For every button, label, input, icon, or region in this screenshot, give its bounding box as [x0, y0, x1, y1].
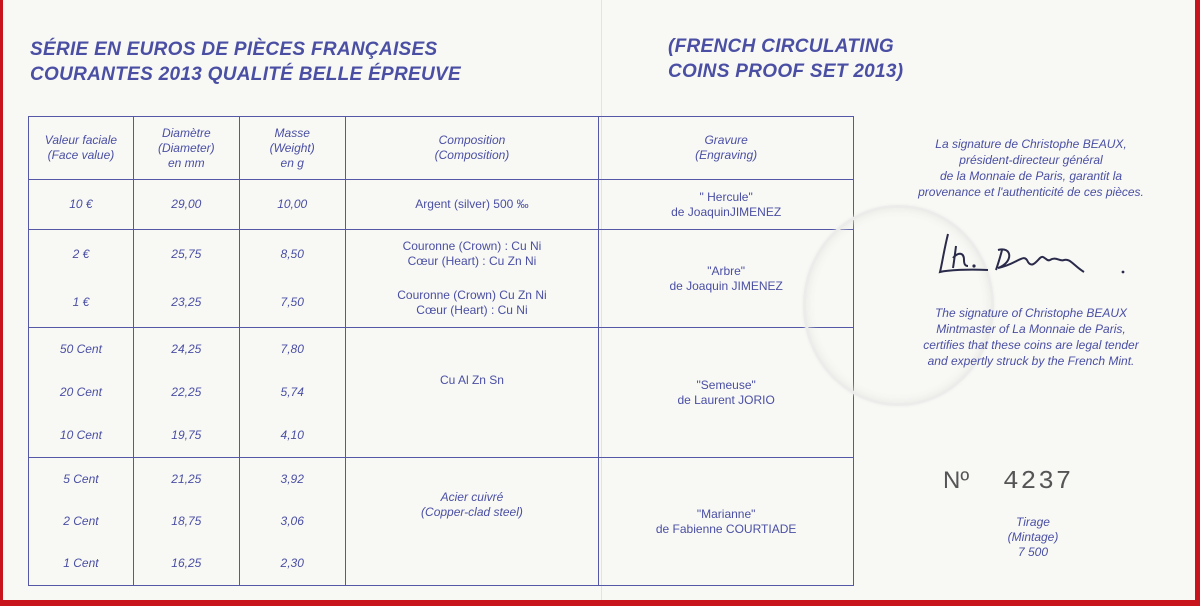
diameter-cell: 21,25 18,75 16,25 [133, 458, 239, 586]
composition-cell: Argent (silver) 500 ‰ [345, 180, 599, 230]
header-weight: Masse (Weight) en g [239, 117, 345, 180]
face-value-cell: 50 Cent 20 Cent 10 Cent [29, 328, 134, 458]
title-french: SÉRIE EN EUROS DE PIÈCES FRANÇAISES COURANTES 2013 QUALITÉ BELLE ÉPREUVE [30, 39, 461, 85]
header-engraving: Gravure (Engraving) [599, 117, 854, 180]
certificate-card [3, 0, 1195, 600]
weight-cell: 8,50 7,50 [239, 230, 345, 328]
serial-number-value: 4237 [1003, 466, 1074, 496]
diameter-cell: 29,00 [133, 180, 239, 230]
coin-specifications-table [28, 116, 854, 586]
engraving-cell: "Marianne" de Fabienne COURTIADE [599, 458, 854, 586]
composition-cell: Cu Al Zn Sn [345, 328, 599, 458]
header-face-value: Valeur faciale (Face value) [29, 117, 134, 180]
table-row-marianne [29, 458, 854, 586]
composition-cell: Couronne (Crown) : Cu Ni Cœur (Heart) : Cu Zn Ni Couronne (Crown) Cu Zn Ni Cœur (Heart) : Cu Ni [345, 230, 599, 328]
header-composition: Composition (Composition) [345, 117, 599, 180]
diameter-cell: 24,25 22,25 19,75 [133, 328, 239, 458]
weight-cell: 10,00 [239, 180, 345, 230]
weight-cell: 3,92 3,06 2,30 [239, 458, 345, 586]
engraving-cell: "Semeuse" de Laurent JORIO [599, 328, 854, 458]
engraving-cell: "Arbre" de Joaquin JIMENEZ [599, 230, 854, 328]
signature-statement-french: La signature de Christophe BEAUX, président-directeur général de la Monnaie de Paris, garantit la provenance et l'authenticité de ces pièces. [918, 137, 1144, 199]
composition-cell: Acier cuivré (Copper-clad steel) [345, 458, 599, 586]
table-row-arbre [29, 230, 854, 328]
table-row-semeuse [29, 328, 854, 458]
title-english: (FRENCH CIRCULATING COINS PROOF SET 2013) [668, 36, 904, 82]
signature-statement-english: The signature of Christophe BEAUX Mintmaster of La Monnaie de Paris, certifies that these coins are legal tender and expertly struck by the French Mint. [923, 306, 1139, 368]
face-value-cell: 10 € [29, 180, 134, 230]
face-value-cell: 2 € 1 € [29, 230, 134, 328]
handwritten-signature [928, 222, 1128, 284]
header-diameter: Diamètre (Diameter) en mm [133, 117, 239, 180]
mintage-info: Tirage (Mintage) 7 500 [1007, 515, 1059, 559]
table-header-row [29, 117, 854, 180]
engraving-cell: " Hercule" de JoaquinJIMENEZ [599, 180, 854, 230]
serial-number-label: Nº [943, 467, 970, 494]
face-value-cell: 5 Cent 2 Cent 1 Cent [29, 458, 134, 586]
diameter-cell: 25,75 23,25 [133, 230, 239, 328]
table-row-hercule [29, 180, 854, 230]
weight-cell: 7,80 5,74 4,10 [239, 328, 345, 458]
